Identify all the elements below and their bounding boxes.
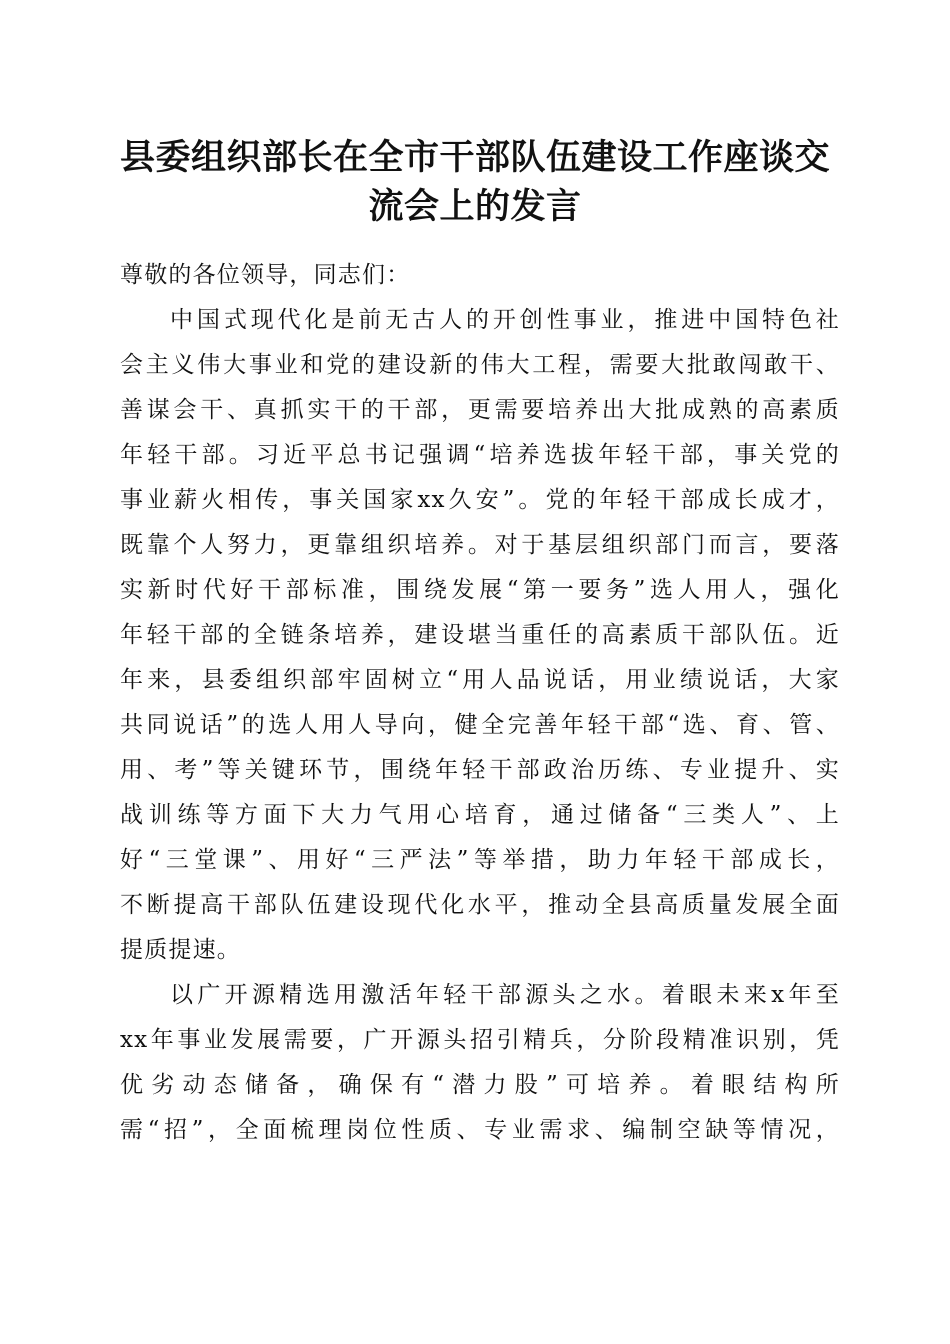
paragraph-line: 不断提高干部队伍建设现代化水平，推动全县高质量发展全面 (120, 892, 840, 918)
title-line: 流会上的发言 (368, 186, 582, 227)
salutation: 尊敬的各位领导，同志们： (120, 262, 411, 288)
paragraph-line: 需“招”，全面梳理岗位性质、专业需求、编制空缺等情况， (120, 1117, 840, 1143)
paragraph-line: 用、考”等关键环节，围绕年轻干部政治历练、专业提升、实 (120, 757, 840, 783)
paragraph-line: 共同说话”的选人用人导向，健全完善年轻干部“选、育、管、 (120, 712, 840, 738)
paragraph-line: 好“三堂课”、用好“三严法”等举措，助力年轻干部成长， (120, 847, 840, 873)
paragraph-line: xx年事业发展需要，广开源头招引精兵，分阶段精准识别，凭 (120, 1027, 840, 1053)
paragraph-line: 战训练等方面下大力气用心培育，通过储备“三类人”、上 (120, 802, 840, 828)
paragraph-line: 年来，县委组织部牢固树立“用人品说话，用业绩说话，大家 (120, 667, 840, 693)
paragraph-line: 中国式现代化是前无古人的开创性事业，推进中国特色社 (170, 307, 840, 333)
paragraph-line: 既靠个人努力，更靠组织培养。对于基层组织部门而言，要落 (120, 532, 840, 558)
paragraph-line: 以广开源精选用激活年轻干部源头之水。着眼未来x年至 (170, 982, 840, 1008)
document-body (120, 253, 840, 1153)
paragraph-line: 优劣动态储备，确保有“潜力股”可培养。着眼结构所 (120, 1072, 840, 1098)
paragraph-line: 善谋会干、真抓实干的干部，更需要培养出大批成熟的高素质 (120, 397, 840, 423)
paragraph-line: 年轻干部的全链条培养，建设堪当重任的高素质干部队伍。近 (120, 622, 840, 648)
paragraph-line: 年轻干部。习近平总书记强调“培养选拔年轻干部，事关党的 (120, 442, 840, 468)
paragraph-line: 实新时代好干部标准，围绕发展“第一要务”选人用人，强化 (120, 577, 840, 603)
paragraph-line: 会主义伟大事业和党的建设新的伟大工程，需要大批敢闯敢干、 (120, 352, 840, 378)
document-title (100, 133, 850, 231)
paragraph-line: 事业薪火相传，事关国家xx久安”。党的年轻干部成长成才， (120, 487, 840, 513)
paragraph-2 (120, 973, 840, 1153)
paragraph-1 (120, 298, 840, 973)
paragraph-line: 提质提速。 (120, 937, 241, 963)
title-line: 县委组织部长在全市干部队伍建设工作座谈交 (119, 137, 830, 178)
